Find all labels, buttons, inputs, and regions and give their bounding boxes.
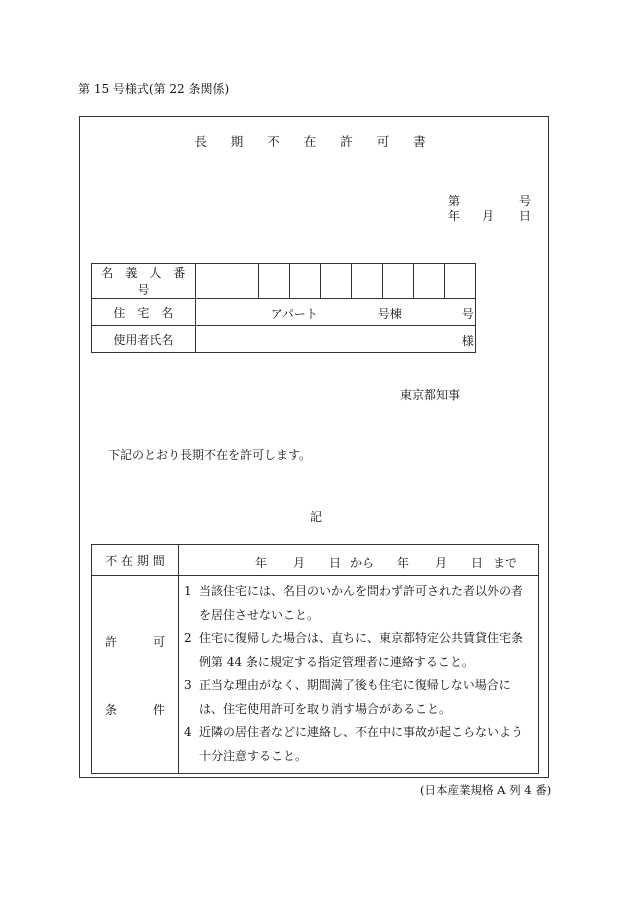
number-box[interactable] (320, 264, 351, 299)
doc-number-dai: 第 (448, 194, 461, 208)
housing-name-label: 住 宅 名 (92, 299, 196, 326)
period-label: 不 在 期 間 (92, 545, 179, 576)
number-box[interactable] (289, 264, 320, 299)
conditions-label-cell (92, 576, 179, 774)
condition-number: 3 (184, 678, 192, 692)
date-month: 月 (482, 209, 495, 223)
housing-name-field[interactable] (195, 299, 475, 326)
holder-number-label: 名 義 人 番 号 (92, 264, 196, 299)
period-start-month: 月 (293, 556, 306, 570)
period-end-day: 日 (471, 556, 484, 570)
holder-number-row (92, 264, 476, 299)
conditions-row (92, 576, 539, 774)
period-made: まで (493, 556, 518, 570)
ki-heading: 記 (310, 510, 323, 524)
issuer: 東京都知事 (400, 388, 461, 402)
conditions-list (179, 576, 539, 774)
user-name-label: 使用者氏名 (92, 326, 196, 353)
period-end-month: 月 (435, 556, 448, 570)
condition-text: 住宅に復帰した場合は、直ちに、東京都特定公共賃貸住宅条例第 44 条に規定する指定管理者に連絡すること。 (199, 631, 524, 669)
conditions-table (91, 544, 539, 774)
period-start-day: 日 (329, 556, 342, 570)
number-box[interactable] (444, 264, 475, 299)
room-number-label: 号 (461, 307, 474, 321)
period-start-year: 年 (255, 556, 268, 570)
user-name-field[interactable] (195, 326, 475, 353)
period-row (92, 545, 539, 576)
permission-statement: 下記のとおり長期不在を許可します。 (108, 448, 312, 462)
condition-item (179, 674, 534, 721)
housing-row (92, 299, 476, 326)
condition-number: 2 (184, 631, 192, 645)
period-end-year: 年 (397, 556, 410, 570)
condition-number: 4 (184, 725, 192, 739)
period-field[interactable] (179, 545, 539, 576)
conditions-label-top: 許 可 (104, 635, 165, 649)
doc-number-go: 号 (519, 194, 532, 208)
condition-item (179, 721, 534, 768)
footer-note: (日本産業規格 A 列 4 番) (420, 783, 552, 797)
number-box[interactable] (413, 264, 444, 299)
condition-number: 1 (184, 584, 192, 598)
building-number-label: 号棟 (377, 307, 402, 321)
period-kara: から (350, 556, 375, 570)
holder-info-table (91, 263, 476, 353)
condition-text: 近隣の居住者などに連絡し、不在中に事故が起こらないよう十分注意すること。 (199, 725, 524, 763)
number-box[interactable] (382, 264, 413, 299)
sama-label: 様 (461, 334, 474, 348)
number-box[interactable] (195, 264, 258, 299)
conditions-label-bottom: 条 件 (104, 703, 165, 717)
condition-text: 当該住宅には、名目のいかんを問わず許可された者以外の者を居住させないこと。 (199, 584, 524, 622)
condition-text: 正当な理由がなく、期間満了後も住宅に復帰しない場合には、住宅使用許可を取り消す場合があること。 (199, 678, 511, 716)
condition-item (179, 580, 534, 627)
date-year: 年 (448, 209, 461, 223)
user-name-row (92, 326, 476, 353)
document-title: 長 期 不 在 許 可 書 (194, 134, 436, 149)
date-day: 日 (519, 209, 532, 223)
form-number: 第 15 号様式(第 22 条関係) (78, 82, 230, 96)
number-box[interactable] (258, 264, 289, 299)
apart-label: アパート (270, 307, 318, 321)
condition-item (179, 627, 534, 674)
number-box[interactable] (351, 264, 382, 299)
